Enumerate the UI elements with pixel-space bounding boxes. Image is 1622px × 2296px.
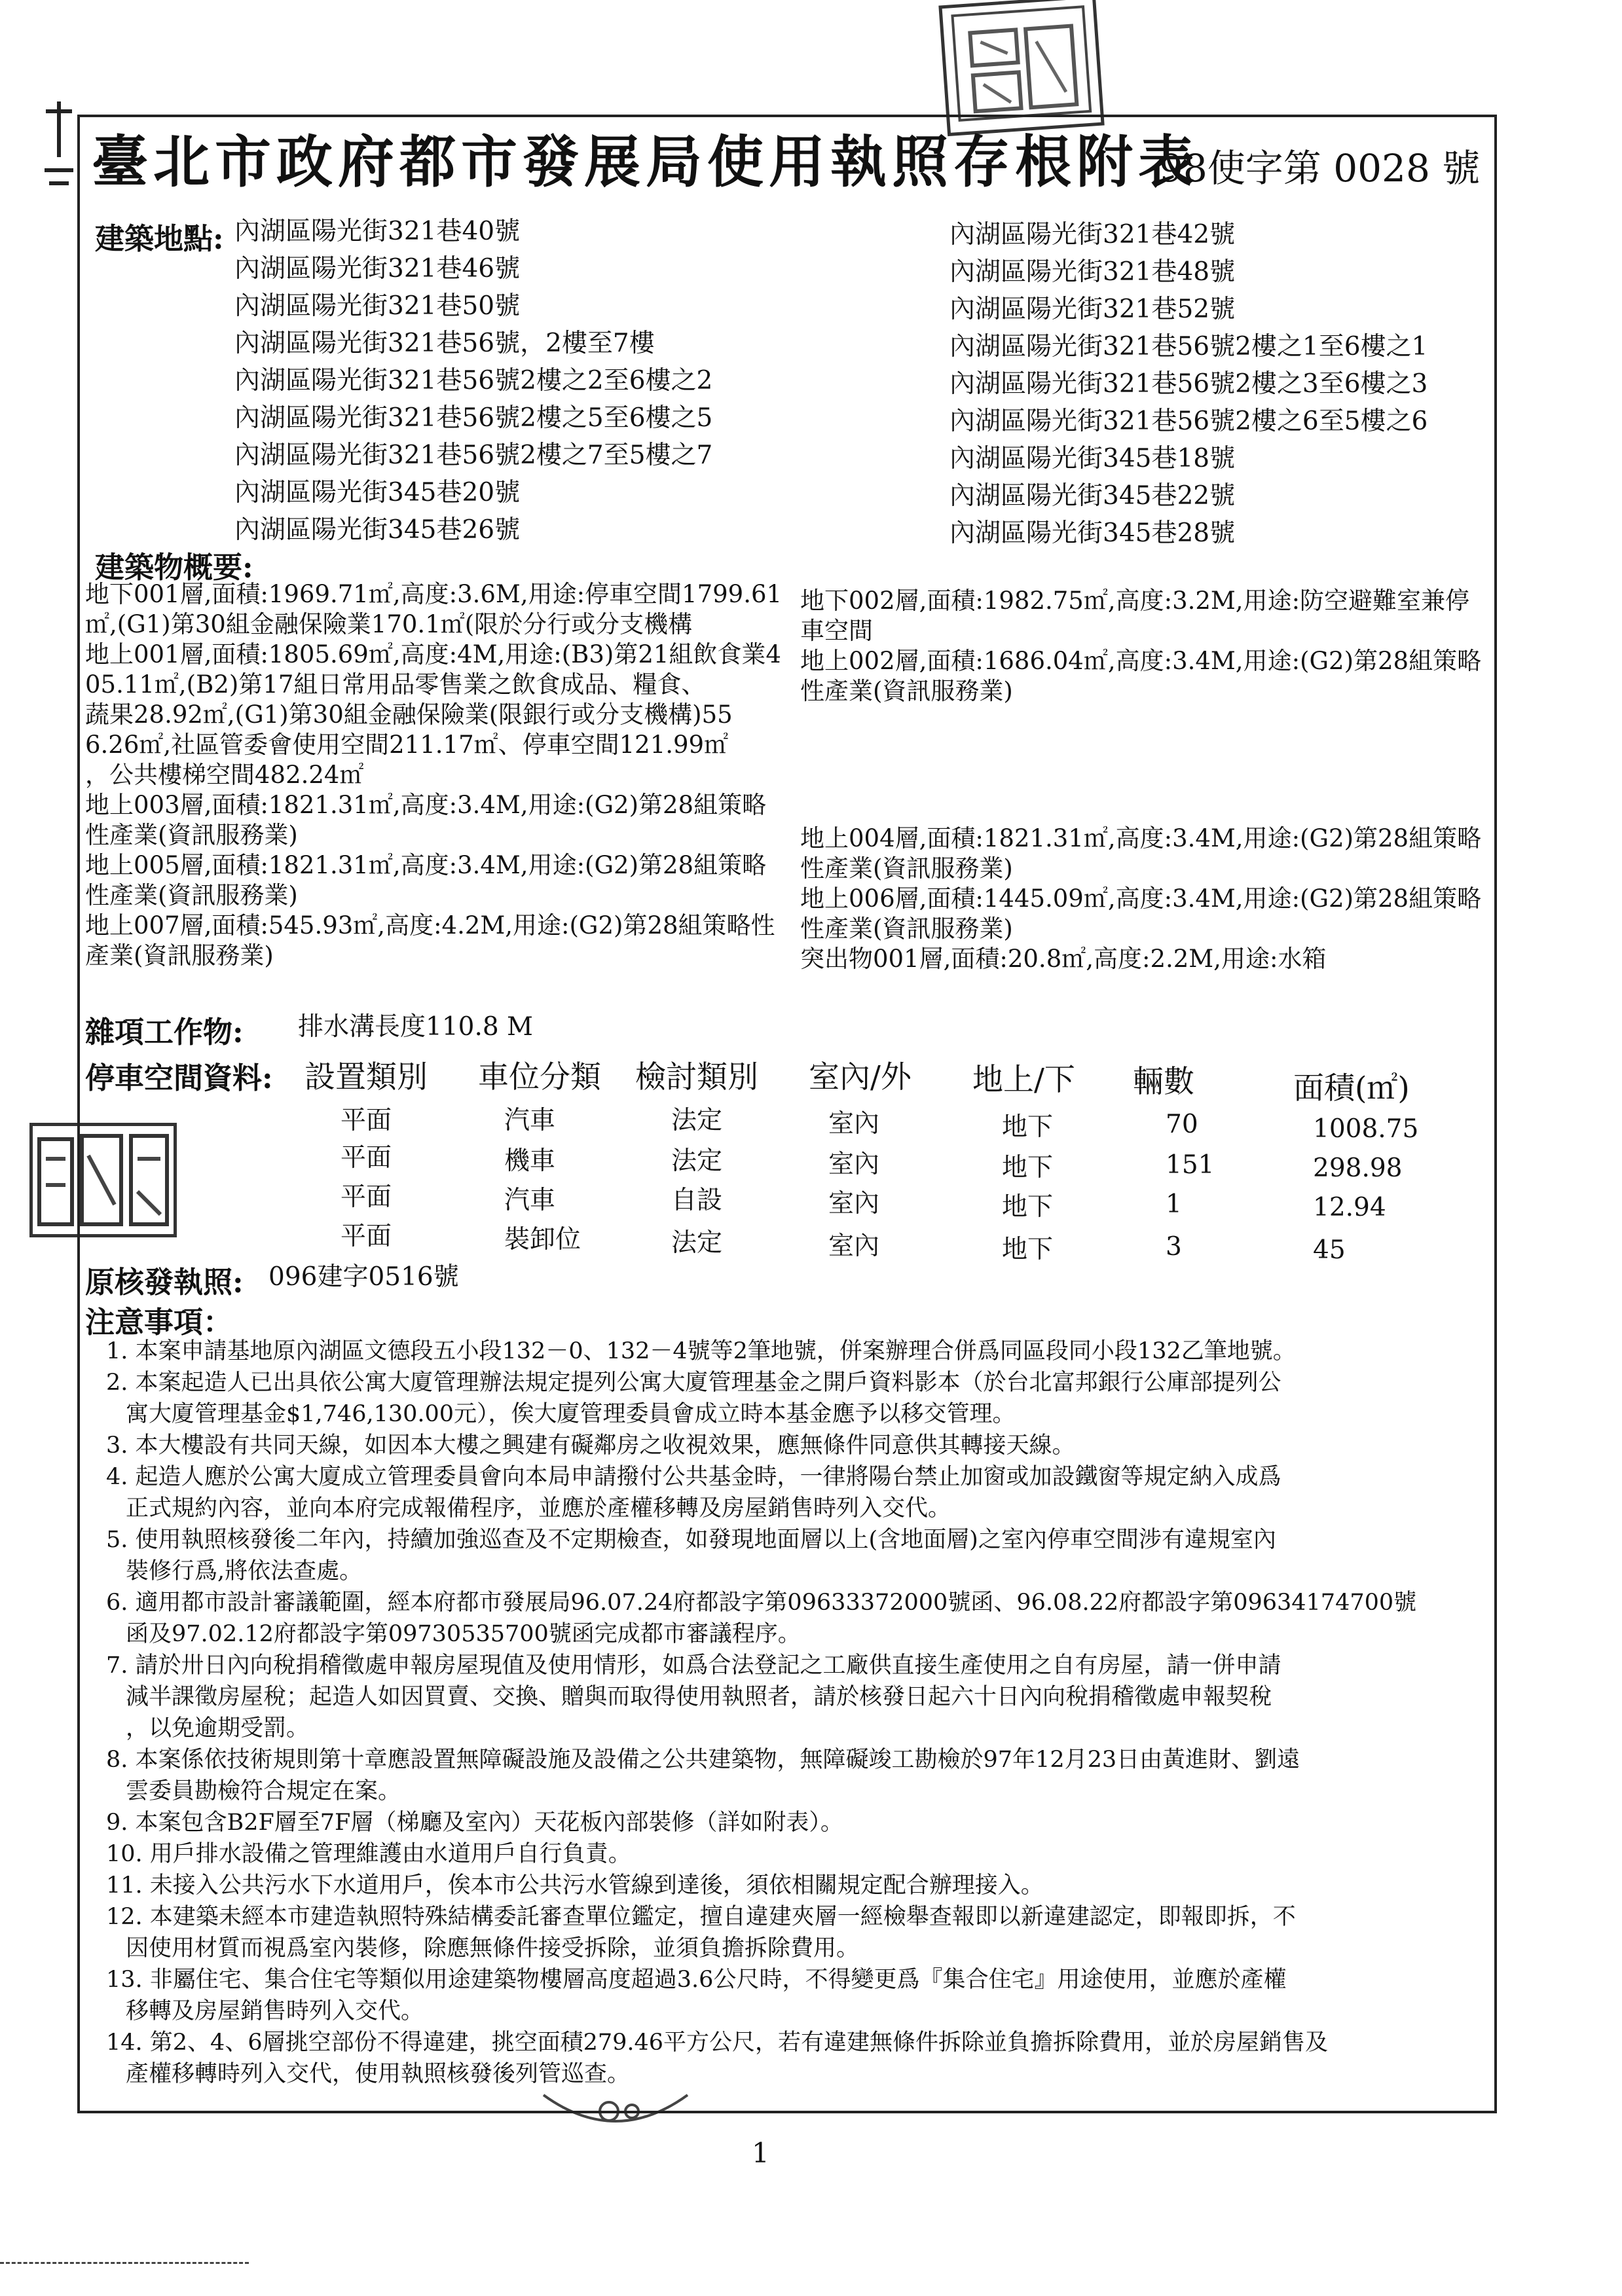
note-line: 9. 本案包含B2F層至7F層（梯廳及室內）天花板內部裝修（詳如附表）。	[106, 1810, 843, 1836]
overview-line: 地下001層,面積:1969.71㎡,高度:3.6M,用途:停車空間1799.61	[85, 580, 783, 608]
location-left-list	[234, 213, 712, 549]
misc-label: 雜項工作物:	[85, 1015, 244, 1049]
overview-line: 性產業(資訊服務業)	[85, 821, 298, 849]
note-line: 4. 起造人應於公寓大廈成立管理委員會向本局申請撥付公共基金時，一律將陽台禁止加窗或加設鐵窗等規定納入成爲	[106, 1464, 1281, 1490]
address-line: 內湖區陽光街321巷56號2樓之1至6樓之1	[949, 332, 1428, 361]
address-line: 內湖區陽光街321巷56號2樓之3至6樓之3	[949, 369, 1428, 399]
parking-cell: 法定	[671, 1228, 723, 1258]
original-permit-label: 原核發執照:	[85, 1265, 244, 1300]
parking-cell: 平面	[341, 1182, 392, 1212]
address-line: 內湖區陽光街345巷20號	[234, 478, 521, 507]
address-line: 內湖區陽光街345巷26號	[234, 515, 521, 545]
parking-label: 停車空間資料:	[85, 1061, 273, 1095]
note-line: 移轉及房屋銷售時列入交代。	[126, 1998, 424, 2024]
note-line: 3. 本大樓設有共同天線，如因本大樓之興建有礙鄰房之收視效果，應無條件同意供其轉接天線。	[106, 1432, 1075, 1459]
note-line: 雲委員勘檢符合規定在案。	[126, 1778, 401, 1804]
note-line: 1. 本案申請基地原內湖區文德段五小段132－0、132－4號等2筆地號，併案辦理合併爲同區段同小段132乙筆地號。	[106, 1338, 1296, 1364]
note-line: 7. 請於卅日內向稅捐稽徵處申報房屋現值及使用情形，如爲合法登記之工廠供直接生產使用之自有房屋，請一併申請	[106, 1652, 1281, 1679]
overview-line: 蔬果28.92㎡,(G1)第30組金融保險業(限銀行或分支機構)55	[85, 701, 733, 729]
parking-cell: 1	[1166, 1190, 1182, 1219]
document-title: 臺北市政府都市發展局使用執照存根附表	[92, 129, 1200, 195]
parking-header-level: 地上/下	[972, 1062, 1075, 1098]
address-line: 內湖區陽光街345巷18號	[949, 444, 1236, 473]
overview-line: 地上007層,面積:545.93㎡,高度:4.2M,用途:(G2)第28組策略性	[85, 911, 775, 939]
note-line: 5. 使用執照核發後二年內，持續加強巡查及不定期檢查，如發現地面層以上(含地面層)之室內停車空間涉有違規室內	[106, 1527, 1276, 1553]
address-line: 內湖區陽光街321巷48號	[949, 257, 1236, 287]
overview-line: 地下002層,面積:1982.75㎡,高度:3.2M,用途:防空避難室兼停	[800, 587, 1470, 615]
parking-cell: 298.98	[1313, 1154, 1403, 1183]
overview-line: 地上004層,面積:1821.31㎡,高度:3.4M,用途:(G2)第28組策略	[800, 824, 1482, 852]
notes-list	[106, 1336, 1416, 2090]
parking-header-count: 輛數	[1133, 1064, 1194, 1100]
address-line: 內湖區陽光街321巷40號	[234, 217, 521, 246]
parking-cell: 法定	[671, 1146, 723, 1176]
parking-header-indoor: 室內/外	[809, 1059, 912, 1095]
note-line: 寓大廈管理基金$1,746,130.00元），俟大廈管理委員會成立時本基金應予以移交管理。	[126, 1401, 1016, 1427]
overview-line: ，公共樓梯空間482.24㎡	[85, 761, 364, 789]
address-line: 內湖區陽光街345巷22號	[949, 481, 1236, 511]
parking-cell: 地下	[1002, 1192, 1054, 1222]
parking-cell: 室內	[828, 1150, 880, 1179]
note-line: 2. 本案起造人已出具依公寓大廈管理辦法規定提列公寓大廈管理基金之開戶資料影本（於台北富邦銀行公庫部提列公	[106, 1370, 1281, 1396]
parking-cell: 地下	[1002, 1112, 1054, 1142]
parking-cell: 法定	[671, 1106, 723, 1135]
page-number: 1	[752, 2137, 769, 2169]
parking-cell: 70	[1166, 1110, 1198, 1139]
parking-cell: 45	[1313, 1235, 1346, 1265]
address-line: 內湖區陽光街321巷56號2樓之6至5樓之6	[949, 407, 1428, 436]
overview-line: 6.26㎡,社區管委會使用空間211.17㎡、停車空間121.99㎡	[85, 731, 729, 759]
parking-cell: 地下	[1002, 1153, 1054, 1182]
parking-cell: 3	[1166, 1232, 1182, 1262]
overview-line: 05.11㎡,(B2)第17組日常用品零售業之飲食成品、糧食、	[85, 670, 706, 699]
overview-line: 性產業(資訊服務業)	[85, 881, 298, 909]
address-line: 內湖區陽光街321巷50號	[234, 291, 521, 321]
overview-line: 地上002層,面積:1686.04㎡,高度:3.4M,用途:(G2)第28組策略	[800, 647, 1482, 675]
parking-cell: 自設	[671, 1186, 723, 1215]
overview-right-column-a	[800, 586, 1481, 706]
overview-line: 地上005層,面積:1821.31㎡,高度:3.4M,用途:(G2)第28組策略	[85, 851, 767, 879]
overview-line: 突出物001層,面積:20.8㎡,高度:2.2M,用途:水箱	[800, 945, 1327, 973]
address-line: 內湖區陽光街321巷46號	[234, 254, 521, 283]
margin-mark-icon	[39, 98, 79, 190]
note-line: 減半課徵房屋稅；起造人如因買賣、交換、贈與而取得使用執照者，請於核發日起六十日內向稅捐稽徵處申報契稅	[126, 1684, 1272, 1710]
note-line: 10. 用戶排水設備之管理維護由水道用戶自行負責。	[106, 1841, 631, 1867]
parking-header-area: 面積(㎡)	[1293, 1070, 1410, 1106]
parking-header-setup: 設置類別	[304, 1059, 428, 1095]
overview-line: 性產業(資訊服務業)	[800, 854, 1013, 883]
overview-label: 建築物概要:	[95, 550, 253, 585]
bottom-dashed-rule	[0, 2262, 249, 2264]
overview-line: 地上001層,面積:1805.69㎡,高度:4M,用途:(B3)第21組飲食業4	[85, 640, 781, 668]
address-line: 內湖區陽光街321巷42號	[949, 220, 1236, 249]
parking-cell: 平面	[341, 1143, 392, 1173]
overview-left-column	[85, 579, 782, 971]
note-line: 產權移轉時列入交代，使用執照核發後列管巡查。	[126, 2061, 631, 2087]
overview-line: 地上003層,面積:1821.31㎡,高度:3.4M,用途:(G2)第28組策略	[85, 791, 767, 819]
parking-header-review: 檢討類別	[635, 1059, 758, 1095]
location-label: 建築地點:	[95, 221, 224, 256]
overview-line: 性產業(資訊服務業)	[800, 677, 1013, 705]
parking-cell: 室內	[828, 1231, 880, 1261]
note-line: 正式規約內容，並向本府完成報備程序，並應於產權移轉及房屋銷售時列入交代。	[126, 1495, 951, 1522]
overview-line: ㎡,(G1)第30組金融保險業170.1㎡(限於分行或分支機構	[85, 610, 693, 638]
misc-value: 排水溝長度110.8 M	[298, 1012, 533, 1042]
note-line: 8. 本案係依技術規則第十章應設置無障礙設施及設備之公共建築物，無障礙竣工勘檢於97年12月23日由黃進財、劉遠	[106, 1747, 1300, 1773]
parking-cell: 室內	[828, 1189, 880, 1218]
parking-cell: 12.94	[1313, 1193, 1386, 1222]
note-line: 12. 本建築未經本市建造執照特殊結構委託審查單位鑑定，擅自違建夾層一經檢舉查報即以新違建認定，即報即拆，不	[106, 1904, 1296, 1930]
overview-line: 車空間	[800, 617, 873, 645]
overview-right-column-b	[800, 824, 1481, 974]
parking-header-type: 車位分類	[478, 1059, 601, 1095]
parking-cell: 151	[1166, 1150, 1215, 1180]
note-line: 14. 第2、4、6層挑空部份不得違建，挑空面積279.46平方公尺，若有違建無條件拆除並負擔拆除費用，並於房屋銷售及	[106, 2030, 1329, 2056]
parking-cell: 平面	[341, 1106, 392, 1135]
note-line: 裝修行爲,將依法查處。	[126, 1558, 363, 1584]
note-line: 函及97.02.12府都設字第09730535700號函完成都市審議程序。	[126, 1621, 801, 1647]
parking-cell: 室內	[828, 1109, 880, 1139]
parking-cell: 汽車	[504, 1186, 556, 1215]
note-line: 6. 適用都市設計審議範圍，經本府都市發展局96.07.24府都設字第09633372000號函、96.08.22府都設字第09634174700號	[106, 1590, 1417, 1616]
parking-cell: 地下	[1002, 1235, 1054, 1264]
parking-cell: 裝卸位	[504, 1225, 581, 1254]
address-line: 內湖區陽光街321巷56號2樓之2至6樓之2	[234, 366, 713, 395]
parking-cell: 平面	[341, 1222, 392, 1251]
parking-cell: 1008.75	[1313, 1114, 1419, 1144]
original-permit-value: 096建字0516號	[268, 1262, 459, 1292]
note-line: 因使用材質而視爲室內裝修，除應無條件接受拆除，並須負擔拆除費用。	[126, 1935, 860, 1961]
address-line: 內湖區陽光街321巷56號2樓之7至5樓之7	[234, 441, 713, 470]
address-line: 內湖區陽光街321巷52號	[949, 295, 1236, 324]
left-margin-mark	[39, 98, 79, 190]
permit-number: 98使字第 0028 號	[1159, 146, 1481, 191]
parking-cell: 汽車	[504, 1106, 556, 1135]
seal-pattern-icon	[942, 0, 1101, 133]
note-line: ，以免逾期受罰。	[126, 1715, 310, 1741]
location-right-list	[949, 216, 1428, 552]
address-line: 內湖區陽光街345巷28號	[949, 519, 1236, 548]
overview-line: 性產業(資訊服務業)	[800, 915, 1013, 943]
note-line: 11. 未接入公共污水下水道用戶，俟本市公共污水管線到達後，須依相關規定配合辦理接入。	[106, 1872, 1044, 1899]
parking-cell: 機車	[504, 1146, 556, 1176]
address-line: 內湖區陽光街321巷56號，2樓至7樓	[234, 329, 655, 358]
overview-line: 地上006層,面積:1445.09㎡,高度:3.4M,用途:(G2)第28組策略	[800, 884, 1482, 913]
overview-line: 產業(資訊服務業)	[85, 941, 274, 970]
note-line: 13. 非屬住宅、集合住宅等類似用途建築物樓層高度超過3.6公尺時，不得變更爲『集合住宅』用途使用，並應於產權	[106, 1967, 1287, 1993]
notes-label: 注意事項：	[85, 1305, 233, 1339]
address-line: 內湖區陽光街321巷56號2樓之5至6樓之5	[234, 403, 713, 433]
